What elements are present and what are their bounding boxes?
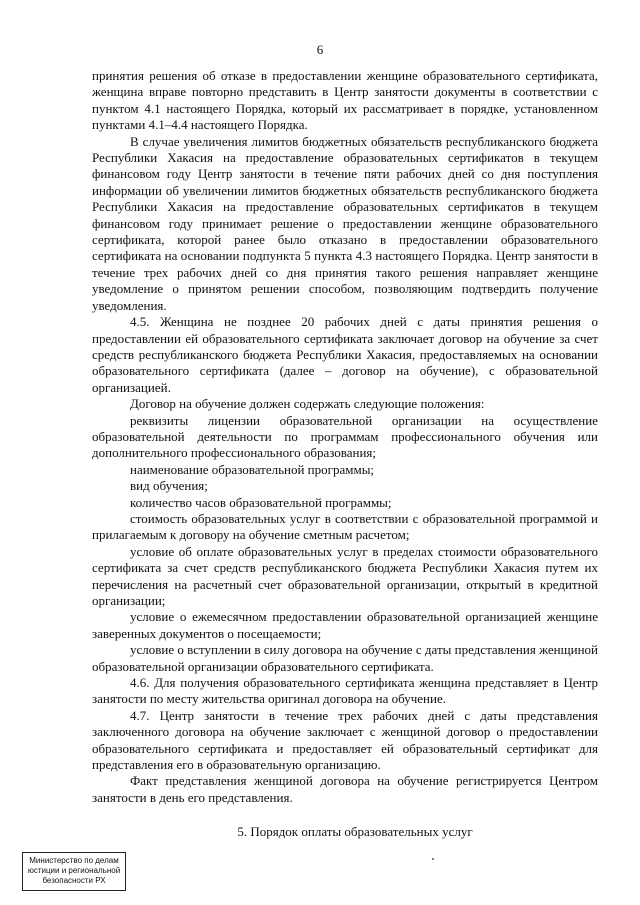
document-body [92, 68, 598, 841]
paragraph-contract-requirements: Договор на обучение должен содержать следующие положения: [130, 396, 485, 412]
paragraph-4-7: 4.7. Центр занятости в течение трех рабочих дней с даты представления заключенного договора на обучение заключает с женщиной договор о предоставлении образовательного сертификата и предоставляет ей образовательный сертификат для представления его в образовательную организацию. [92, 707, 598, 773]
list-item-payment: условие об оплате образовательных услуг в пределах стоимости образовательного сертификата за счет средств республиканского бюджета Республики Хакасия путем их перечисления на расчетный счет образовательной организации, открытый в кредитной организации; [92, 543, 598, 608]
paragraph-limits-increase: В случае увеличения лимитов бюджетных обязательств республиканского бюджета Республики Хакасия на предоставление образовательных сертификатов в текущем финансовом году Центр занятости в течение пяти рабочих дней со дня поступления информации об увеличении лимитов бюджетных обязательств республиканского бюджета Республики Хакасия на предоставление образовательных сертификатов в текущем финансовом году принимает решение о предоставлении женщине образовательного сертификата, которой ранее было отказано в предоставлении образовательного сертификата на основании подпункта 5 пункта 4.3 настоящего Порядка. Центр занятости в течение трех рабочих дней со дня принятия такого решения направляет женщине уведомление о принятом решении способом, позволяющим подтвердить получение уведомления. [92, 133, 598, 313]
paragraph-4-5: 4.5. Женщина не позднее 20 рабочих дней с даты принятия решения о предоставлении ей образовательного сертификата заключает договор на обучение за счет средств республиканского бюджета Республики Хакасия, предоставляемых на основании образовательного сертификата (далее – договор на обучение), с образовательной организацией. [92, 314, 598, 395]
list-item-hours: количество часов образовательной программы; [130, 494, 392, 510]
paragraph-continuation: принятия решения об отказе в предоставлении женщине образовательного сертификата, женщина вправе повторно представить в Центр занятости документы в соответствии с пунктом 4.1 настоящего Порядка, который их рассматривает в порядке, установленном пунктами 4.1–4.4 настоящего Порядка. [92, 68, 598, 133]
list-item-license: реквизиты лицензии образовательной организации на осуществление образовательной деятельности по программам профессионального обучения или дополнительного профессионального образования; [92, 412, 598, 461]
paragraph-4-6: 4.6. Для получения образовательного сертификата женщина представляет в Центр занятости по месту жительства оригинал договора на обучение. [92, 675, 598, 707]
page-number: 6 [316, 42, 324, 57]
paragraph-registration: Факт представления женщиной договора на обучение регистрируется Центром занятости в день его представления. [92, 773, 598, 805]
scan-speck [432, 858, 434, 860]
list-item-program-name: наименование образовательной программы; [130, 461, 375, 477]
ministry-stamp [22, 852, 126, 891]
stamp-line: безопасности РХ [42, 876, 106, 885]
stamp-line: юстиции и региональной [27, 866, 121, 875]
section-heading: 5. Порядок оплаты образовательных услуг [237, 824, 473, 840]
stamp-line: Министерство по делам [29, 856, 119, 865]
list-item-effective-date: условие о вступлении в силу договора на обучение с даты представления женщиной образовательной организации образовательного сертификата. [92, 642, 598, 674]
list-item-attendance: условие о ежемесячном предоставлении образовательной организацией женщине заверенных документов о посещаемости; [92, 609, 598, 641]
list-item-cost: стоимость образовательных услуг в соответствии с образовательной программой и прилагаемым к договору на обучение сметным расчетом; [92, 510, 598, 543]
list-item-training-type: вид обучения; [130, 478, 208, 494]
